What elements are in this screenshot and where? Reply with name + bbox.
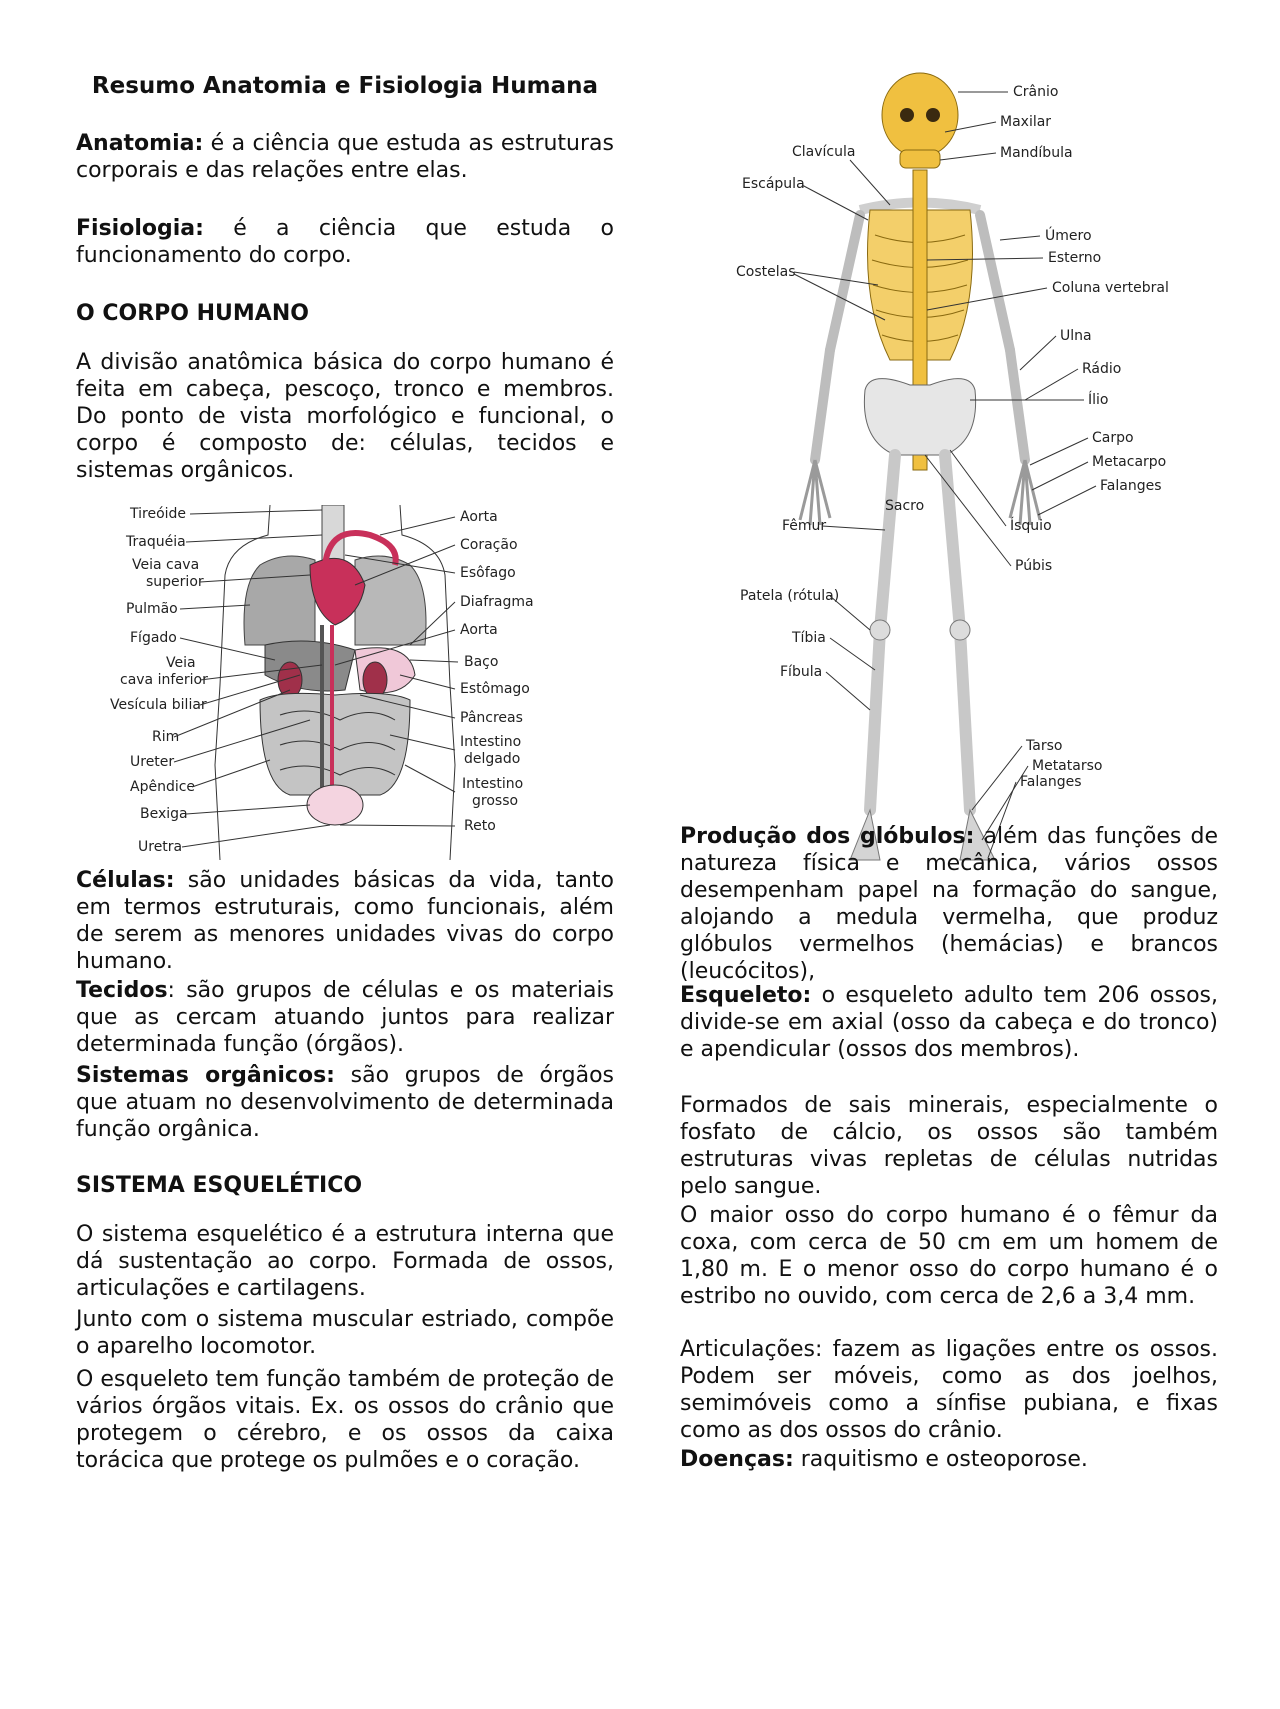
sistemas-term: Sistemas orgânicos: [76, 1063, 335, 1088]
label-traqueia: Traquéia [126, 534, 186, 550]
tecidos-term: Tecidos [76, 978, 168, 1003]
corpo-heading: O CORPO HUMANO [76, 301, 309, 326]
label-delgado: delgado [464, 751, 521, 767]
esqueletico-paragraph-1: O sistema esquelético é a estrutura interna que dá sustentação ao corpo. Formada de ossos, articulações e cartilagens. [76, 1222, 614, 1301]
corpo-paragraph: A divisão anatômica básica do corpo humano é feita em cabeça, pescoço, tronco e membros. Do ponto de vista morfológico e funcional, o corpo é composto de: células, tecidos e sistemas orgânicos. [76, 350, 614, 483]
skeleton-drawing [800, 73, 1040, 860]
tecidos-paragraph [76, 977, 614, 1058]
label-baco: Baço [464, 654, 499, 670]
label-clavicula: Clavícula [792, 144, 856, 160]
label-falanges-mao: Falanges [1100, 478, 1162, 494]
label-superior: superior [146, 574, 204, 590]
label-cranio: Crânio [1013, 84, 1059, 100]
esqueleto-term: Esqueleto: [680, 983, 812, 1008]
label-figado: Fígado [130, 630, 177, 646]
label-sacro: Sacro [885, 498, 925, 514]
doencas-term: Doenças: [680, 1447, 794, 1472]
maior-osso-paragraph: O maior osso do corpo humano é o fêmur da coxa, com cerca de 50 cm em um homem de 1,80 m. E o menor osso do corpo humano é o estribo no ouvido, com cerca de 2,6 a 3,4 mm. [680, 1203, 1218, 1309]
label-vesicula-biliar: Vesícula biliar [110, 697, 207, 713]
label-estomago: Estômago [460, 681, 530, 697]
right-lung [355, 556, 426, 645]
label-mandibula: Mandíbula [1000, 145, 1073, 161]
label-fibula: Fíbula [780, 664, 823, 680]
label-coracao: Coração [460, 537, 518, 553]
tecidos-text: : são grupos de células e os materiais que as cercam atuando juntos para realizar determinada função (órgãos). [76, 978, 614, 1057]
label-aorta: Aorta [460, 509, 498, 525]
esqueleto-paragraph [680, 982, 1218, 1063]
producao-term: Produção dos glóbulos: [680, 824, 975, 849]
label-tarso: Tarso [1026, 738, 1063, 754]
label-pulmao: Pulmão [126, 601, 178, 617]
doencas-text: raquitismo e osteoporose. [793, 1447, 1088, 1472]
skeleton-figure [720, 70, 1190, 885]
esqueletico-paragraph-2: Junto com o sistema muscular estriado, compõe o aparelho locomotor. [76, 1307, 614, 1359]
label-intestino: Intestino [460, 734, 522, 750]
label-costelas: Costelas [736, 264, 796, 280]
label-coluna-vertebral: Coluna vertebral [1052, 280, 1169, 296]
producao-text: além das funções de natureza física e mecânica, vários ossos desempenham papel na formação do sangue, alojando a medula vermelha, que produz glóbulos vermelhos (hemácias) e brancos (leucócitos), [680, 824, 1219, 984]
label-patela: Patela (rótula) [740, 588, 840, 604]
formados-paragraph: Formados de sais minerais, especialmente o fosfato de cálcio, os ossos são também estruturas vivas repletas de células nutridas pelo sangue. [680, 1093, 1218, 1199]
esqueleto-text: o esqueleto adulto tem 206 ossos, divide-se em axial (osso da cabeça e do tronco) e apendicular (ossos dos membros). [680, 983, 1218, 1062]
label-maxilar: Maxilar [1000, 114, 1052, 130]
label-esofago: Esôfago [460, 565, 516, 581]
celulas-paragraph [76, 867, 614, 975]
label-pancreas: Pâncreas [460, 710, 523, 726]
doencas-paragraph [680, 1446, 1218, 1473]
organs-figure [110, 505, 590, 860]
anatomia-text: é a ciência que estuda as estruturas corporais e das relações entre elas. [76, 131, 614, 183]
anatomia-term: Anatomia: [76, 131, 204, 156]
label-ilio: Ílio [1088, 392, 1109, 408]
label-bexiga: Bexiga [140, 806, 188, 822]
sistemas-text: são grupos de órgãos que atuam no desenvolvimento de determinada função orgânica. [76, 1063, 615, 1142]
label-uretra: Uretra [138, 839, 183, 855]
label-femur: Fêmur [782, 518, 827, 534]
producao-paragraph [680, 823, 1218, 985]
label-esterno: Esterno [1048, 250, 1102, 266]
anatomia-paragraph [76, 130, 614, 184]
label-tireoide: Tireóide [130, 506, 187, 522]
label-isquio: Ísquio [1010, 518, 1052, 534]
esqueletico-paragraph-3: O esqueleto tem função também de proteção de vários órgãos vitais. Ex. os ossos do crânio que protegem o cérebro, e os ossos da caixa torácica que protege os pulmões e o coração. [76, 1367, 614, 1473]
label-pubis: Púbis [1015, 558, 1053, 574]
label-ureter: Ureter [130, 754, 175, 770]
bladder-shape [307, 785, 363, 825]
label-rim: Rim [152, 729, 180, 745]
celulas-term: Células: [76, 868, 175, 893]
label-escapula: Escápula [742, 176, 805, 192]
label-grosso: grosso [472, 793, 519, 809]
label-tibia: Tíbia [792, 630, 826, 646]
esqueletico-heading: SISTEMA ESQUELÉTICO [76, 1173, 363, 1198]
label-falanges-pe: Falanges [1020, 774, 1082, 790]
page-title: Resumo Anatomia e Fisiologia Humana [91, 73, 599, 99]
label-reto: Reto [464, 818, 496, 834]
fisiologia-paragraph [76, 215, 614, 269]
label-umero: Úmero [1045, 228, 1092, 244]
label-radio: Rádio [1082, 361, 1122, 377]
label-metacarpo: Metacarpo [1092, 454, 1167, 470]
fisiologia-term: Fisiologia: [76, 216, 204, 241]
label-metatarso: Metatarso [1032, 758, 1103, 774]
label-aorta-2: Aorta [460, 622, 498, 638]
left-lung [244, 556, 315, 645]
kidney-right-shape [363, 662, 387, 698]
label-ulna: Ulna [1060, 328, 1092, 344]
fisiologia-text: é a ciência que estuda o funcionamento do corpo. [76, 216, 614, 268]
celulas-text: são unidades básicas da vida, tanto em termos estruturais, como funcionais, além de serem as menores unidades vivas do corpo humano. [76, 868, 614, 974]
articulacoes-paragraph: Articulações: fazem as ligações entre os ossos. Podem ser móveis, como as dos joelhos, semimóveis como a sínfise pubiana, e fixas como as dos ossos do crânio. [680, 1337, 1218, 1443]
label-veia-cava: Veia cava [132, 557, 200, 573]
sistemas-paragraph [76, 1062, 614, 1143]
label-cava-inferior: cava inferior [120, 672, 208, 688]
label-apendice: Apêndice [130, 779, 196, 795]
label-veia: Veia [166, 655, 196, 671]
label-carpo: Carpo [1092, 430, 1134, 446]
label-intestino-2: Intestino [462, 776, 524, 792]
label-diafragma: Diafragma [460, 594, 534, 610]
